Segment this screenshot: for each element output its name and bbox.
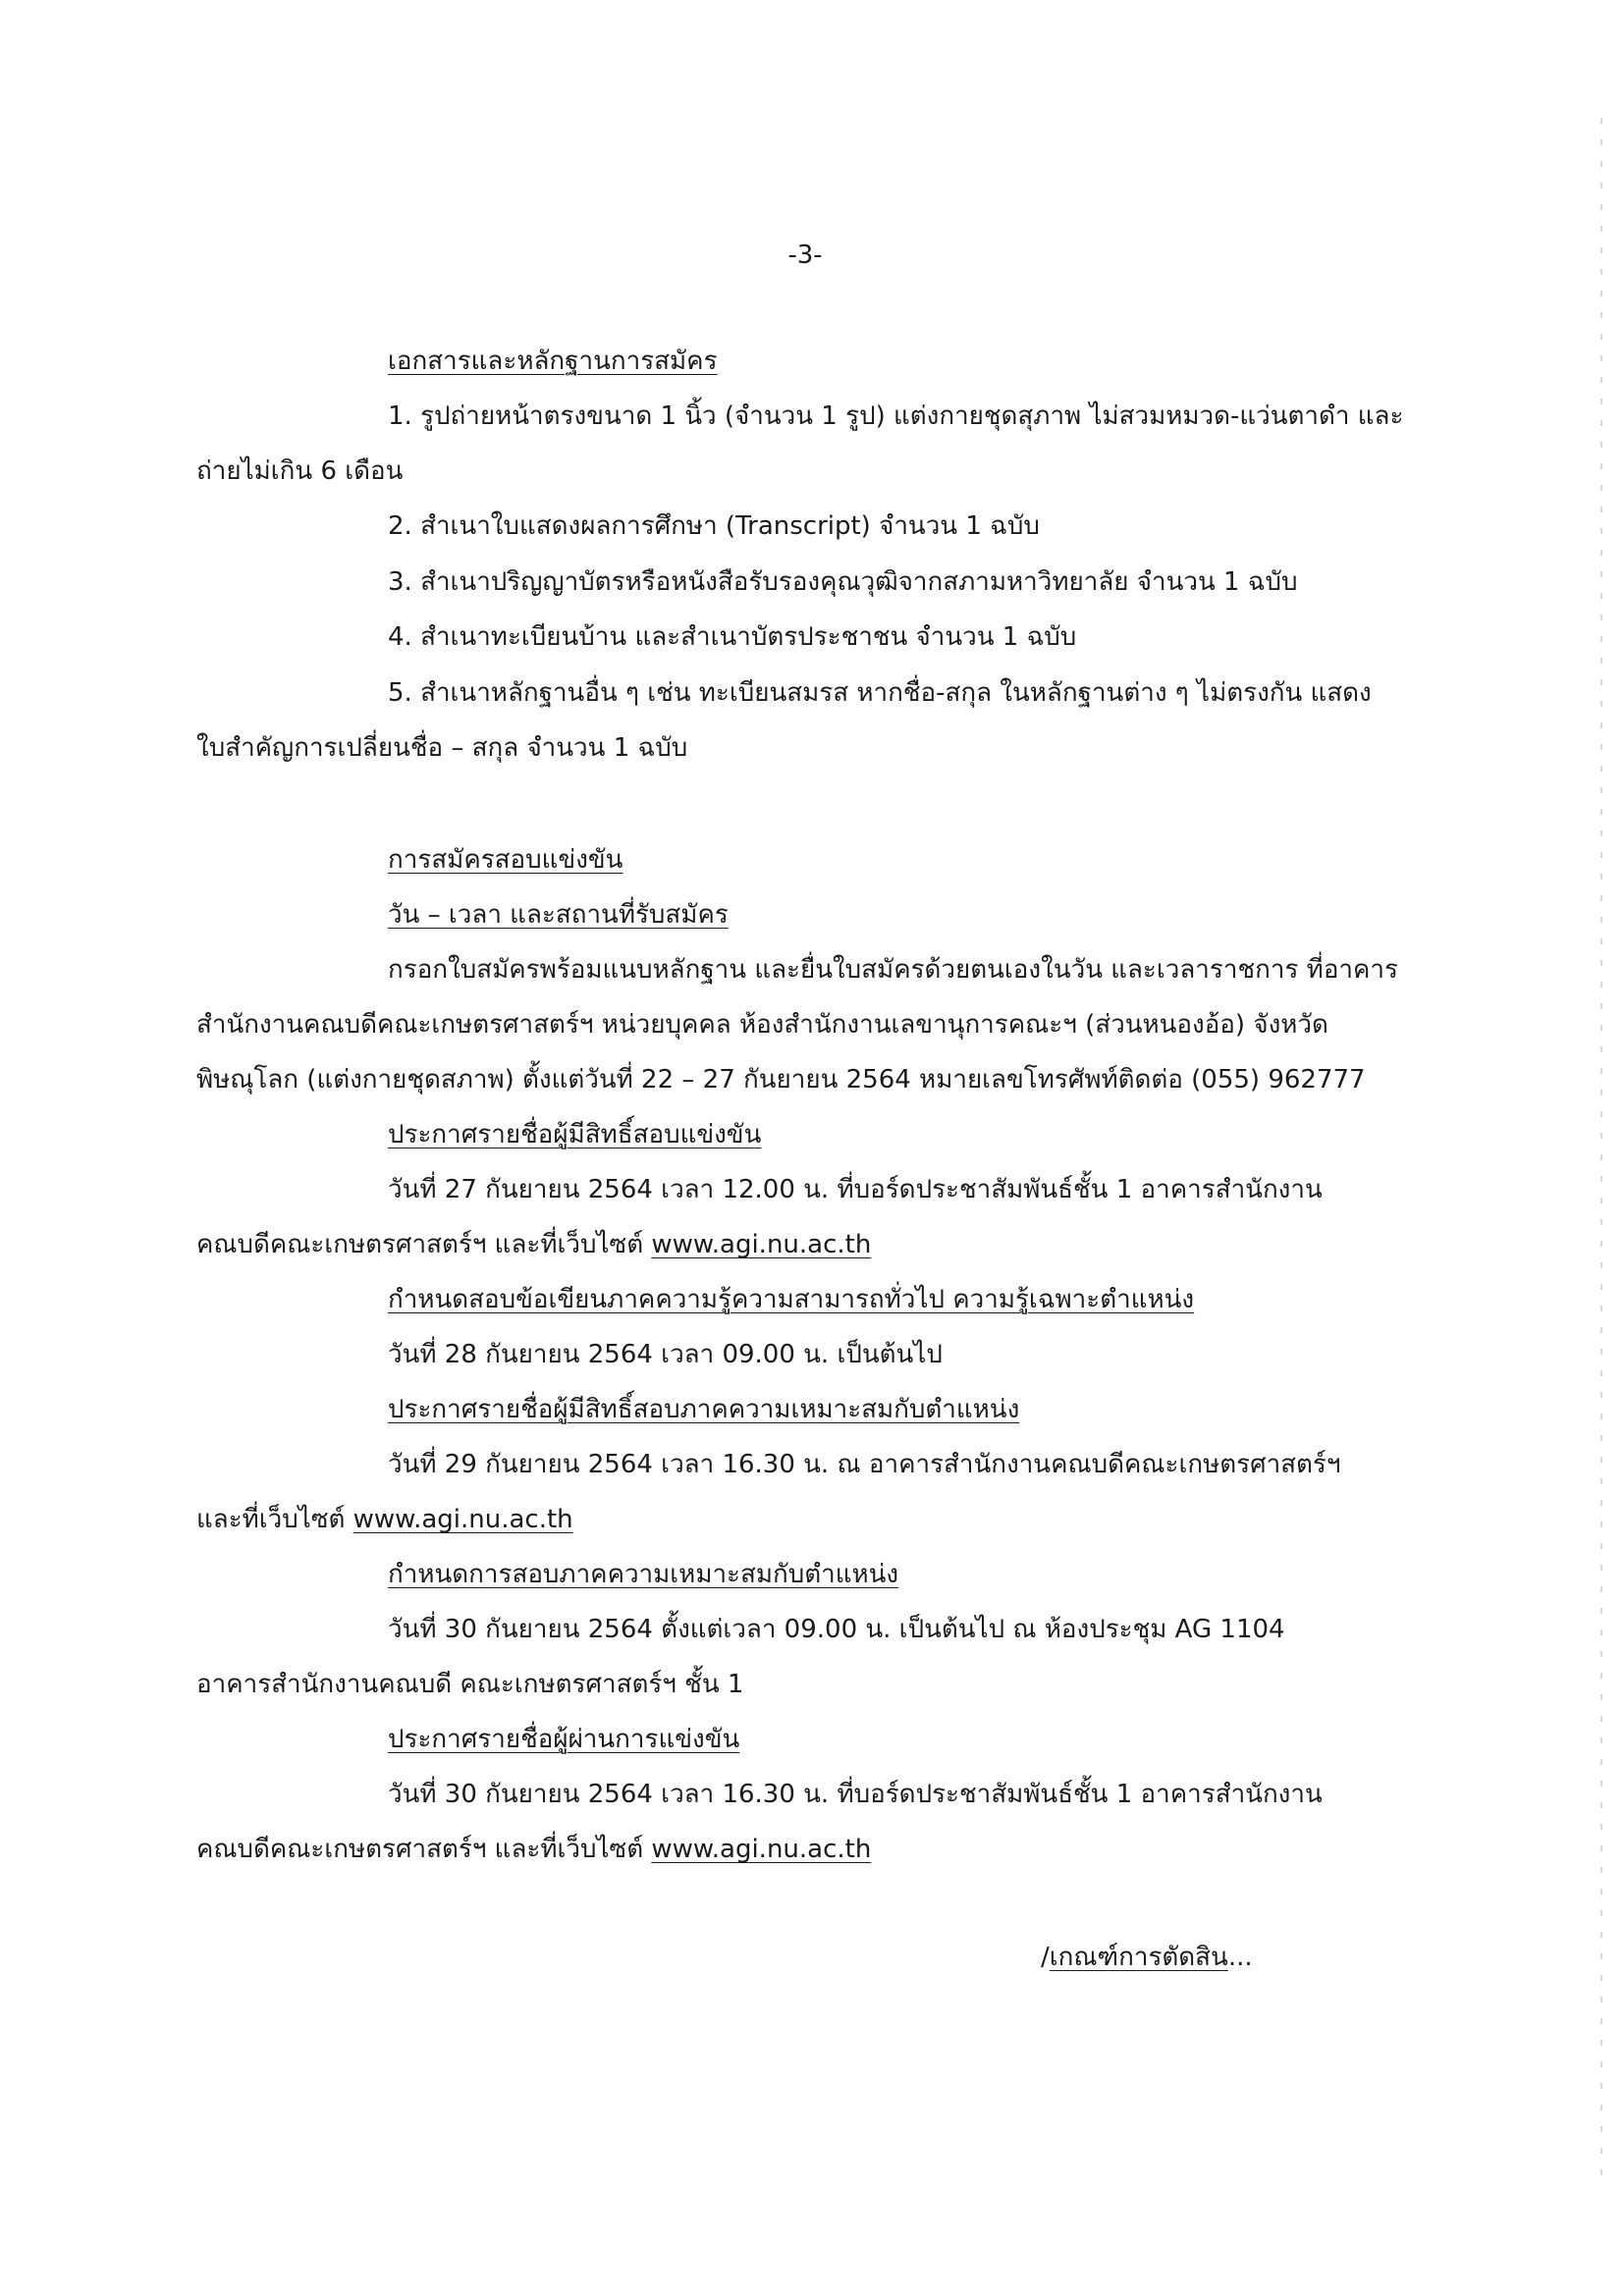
page-number: -3- [787,240,823,270]
continued-ellipsis: ... [1227,1943,1253,1972]
written-exam-line-1: วันที่ 28 กันยายน 2564 เวลา 09.00 น. เป็นต้นไป [388,1340,943,1369]
application-sub-heading: วัน – เวลา และสถานที่รับสมัคร [388,900,729,930]
eligible-line-1: วันที่ 27 กันยายน 2564 เวลา 12.00 น. ที่บอร์ดประชาสัมพันธ์ชั้น 1 อาคารสำนักงาน [388,1175,1323,1204]
application-line-1: กรอกใบสมัครพร้อมแนบหลักฐาน และยื่นใบสมัครด้วยตนเองในวัน และเวลาราชการ ที่อาคาร [388,955,1398,985]
documents-item-5-line-2: ใบสำคัญการเปลี่ยนชื่อ – สกุล จำนวน 1 ฉบับ [196,733,688,763]
documents-heading: เอกสารและหลักฐานการสมัคร [388,347,718,376]
continued-slash: / [1041,1943,1050,1972]
passed-heading: ประกาศรายชื่อผู้ผ่านการแข่งขัน [388,1725,740,1754]
application-line-2: สำนักงานคณบดีคณะเกษตรศาสตร์ฯ หน่วยบุคคล ห้องสำนักงานเลขานุการคณะฯ (ส่วนหนองอ้อ) จังหวัด [196,1010,1328,1040]
suitability-exam-heading: กำหนดการสอบภาคความเหมาะสมกับตำแหน่ง [388,1560,899,1589]
eligible-heading: ประกาศรายชื่อผู้มีสิทธิ์สอบแข่งขัน [388,1120,762,1149]
suitability-exam-line-2: อาคารสำนักงานคณบดี คณะเกษตรศาสตร์ฯ ชั้น 1 [196,1670,744,1699]
eligible-website-link[interactable]: www.agi.nu.ac.th [651,1230,872,1259]
suitability-list-website-link[interactable]: www.agi.nu.ac.th [352,1505,573,1534]
application-line-3: พิษณุโลก (แต่งกายชุดสภาพ) ตั้งแต่วันที่ 22 – 27 กันยายน 2564 หมายเลขโทรศัพท์ติดต่อ (055) 962777 [196,1065,1366,1095]
passed-website-link[interactable]: www.agi.nu.ac.th [651,1835,872,1864]
documents-item-1-line-2: ถ่ายไม่เกิน 6 เดือน [196,456,404,486]
passed-line-2-text: คณบดีคณะเกษตรศาสตร์ฯ และที่เว็บไซต์ [196,1835,652,1864]
documents-item-4: 4. สำเนาทะเบียนบ้าน และสำเนาบัตรประชาชน จำนวน 1 ฉบับ [388,622,1077,652]
written-exam-heading: กำหนดสอบข้อเขียนภาคความรู้ความสามารถทั่วไป ความรู้เฉพาะตำแหน่ง [388,1285,1195,1314]
continued-text: เกณฑ์การตัดสิน [1049,1943,1228,1972]
suitability-list-heading: ประกาศรายชื่อผู้มีสิทธิ์สอบภาคความเหมาะสมกับตำแหน่ง [388,1395,1020,1424]
documents-item-3: 3. สำเนาปริญญาบัตรหรือหนังสือรับรองคุณวุฒิจากสภามหาวิทยาลัย จำนวน 1 ฉบับ [388,567,1298,597]
passed-line-2 [196,1830,871,1869]
eligible-line-2 [196,1225,871,1264]
suitability-list-line-2 [196,1500,573,1539]
documents-item-1-line-1: 1. รูปถ่ายหน้าตรงขนาด 1 นิ้ว (จำนวน 1 รูป) แต่งกายชุดสุภาพ ไม่สวมหมวด-แว่นตาดำ และ [388,401,1404,431]
scan-edge-mark [1600,118,1602,2179]
eligible-line-2-text: คณบดีคณะเกษตรศาสตร์ฯ และที่เว็บไซต์ [196,1230,652,1259]
application-heading: การสมัครสอบแข่งขัน [388,845,623,875]
passed-line-1: วันที่ 30 กันยายน 2564 เวลา 16.30 น. ที่บอร์ดประชาสัมพันธ์ชั้น 1 อาคารสำนักงาน [388,1780,1323,1809]
documents-item-5-line-1: 5. สำเนาหลักฐานอื่น ๆ เช่น ทะเบียนสมรส หากชื่อ-สกุล ในหลักฐานต่าง ๆ ไม่ตรงกัน แสดง [388,678,1372,708]
suitability-exam-line-1: วันที่ 30 กันยายน 2564 ตั้งแต่เวลา 09.00 น. เป็นต้นไป ณ ห้องประชุม AG 1104 [388,1615,1285,1644]
documents-item-2: 2. สำเนาใบแสดงผลการศึกษา (Transcript) จำนวน 1 ฉบับ [388,511,1040,541]
continued-marker [1041,1938,1253,1977]
suitability-list-line-1: วันที่ 29 กันยายน 2564 เวลา 16.30 น. ณ อาคารสำนักงานคณบดีคณะเกษตรศาสตร์ฯ [388,1450,1341,1479]
suitability-list-line-2-text: และที่เว็บไซต์ [196,1505,353,1534]
